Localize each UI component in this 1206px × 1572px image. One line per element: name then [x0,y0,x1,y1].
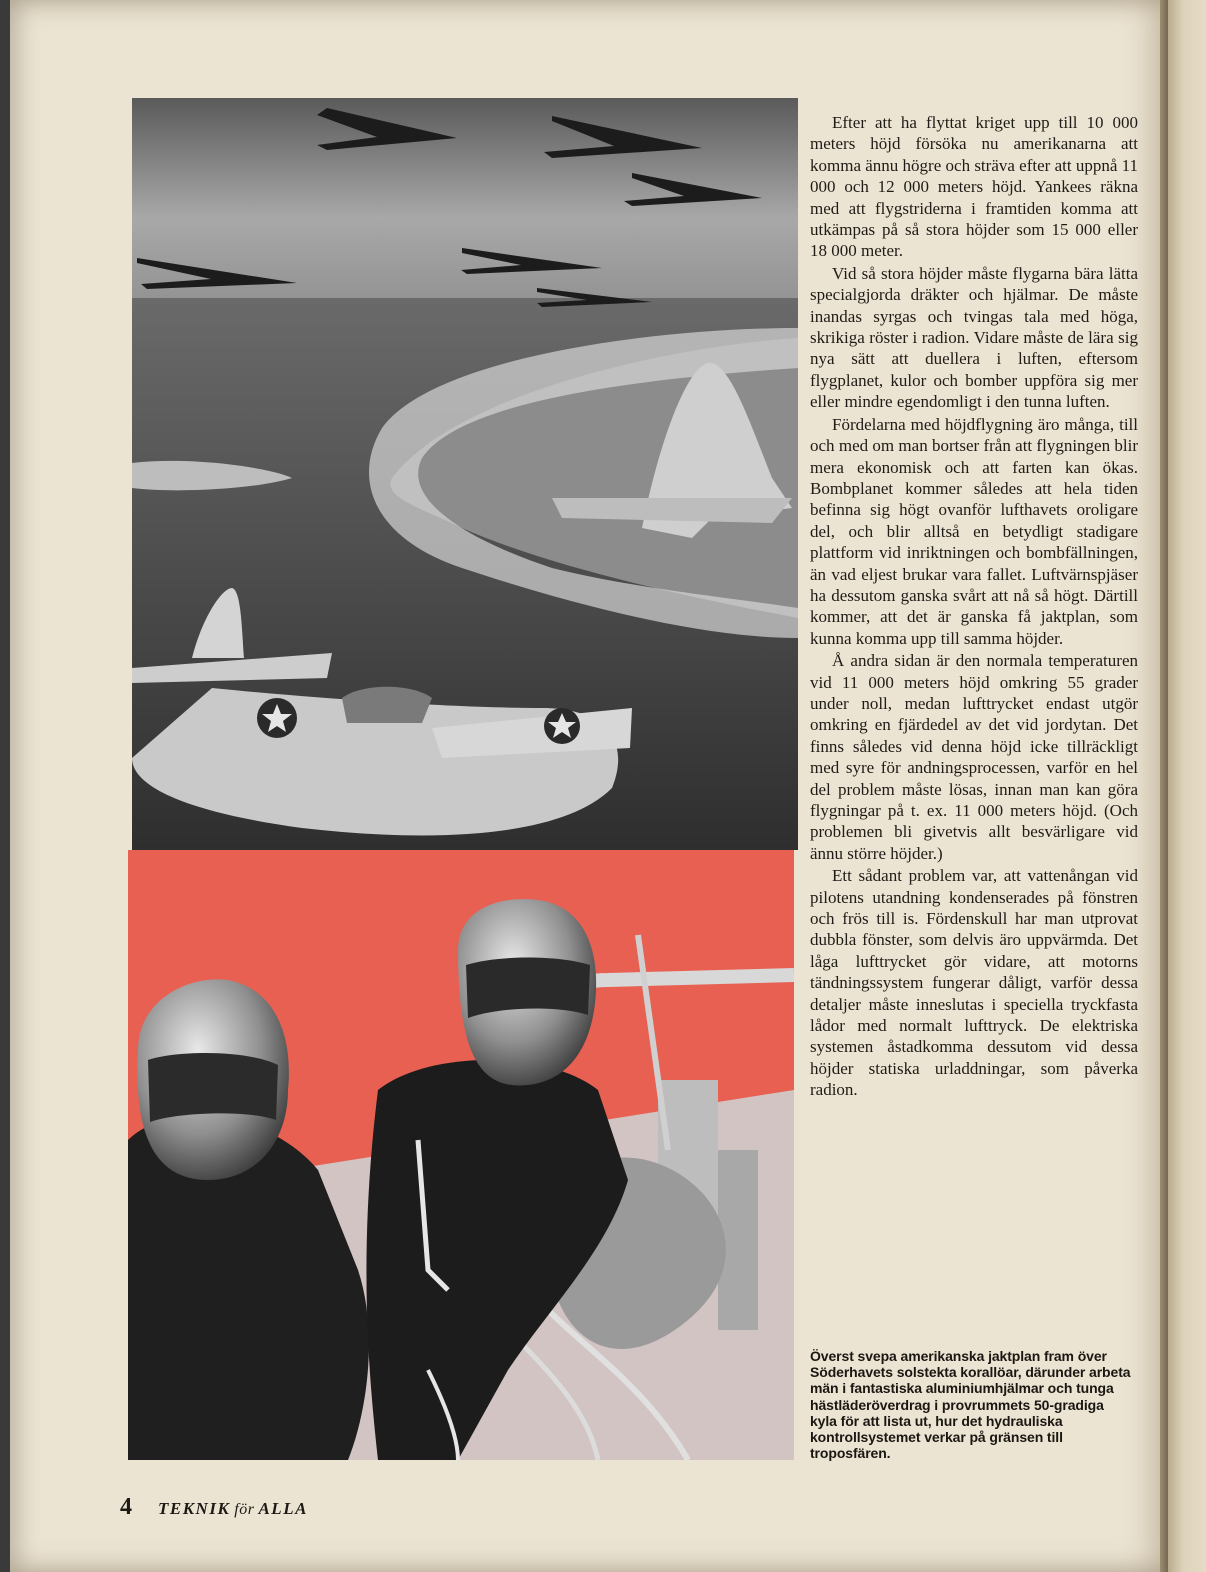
photo-caption: Överst svepa amerikanska jaktplan fram över Söderhavets solstekta korallöar, därunder arbeta män i fantastiska aluminiumhjälmar och tunga hästläderöverdrag i provrummets 50-gradiga kyla för att lista ut, hur det hydrauliska kontrollsystemet verkar på gränsen till troposfären. [810,1348,1131,1462]
paragraph-2: Vid så stora höjder måste flygarna bära lätta specialgjorda dräkter och hjälmar. De måste inandas syrgas och tvingas tala med höga, skrikiga röster i radion. Vidare måste de lära sig nya sätt att duellera i luften, eftersom flygplanet, kulor och bomber uppföra sig mer eller mindre egendomligt i den tunna luften. [810,263,1138,412]
magazine-name-part3: ALLA [258,1499,308,1518]
magazine-page [10,0,1170,1572]
paragraph-1: Efter att ha flyttat kriget upp till 10 000 meters höjd försöka nu amerikanarna att komma ännu högre och sträva efter att uppnå 11 000 och 12 000 meters höjd. Yankees räkna med att flygstriderna i framtiden komma att utkämpas på så stora höjder som 15 000 eller 18 000 meter. [810,113,1138,261]
helmets-illustration [128,850,794,1460]
article-text [810,112,1138,1101]
next-page-edge [1168,0,1206,1572]
paragraph-3: Fördelarna med höjdflygning äro många, till och med om man bortser från att flygningen blir mera ekonomisk och att farten kan ökas. Bombplanet kommer således att hela tiden befinna sig högt ovanför lufthavets oroligare del, och blir alltså en betydligt stadigare plattform vid inriktningen och bombfällningen, än vad eljest brukar vara fallet. Luftvärnspjäser ha dessutom ganska svårt att nå så högt. Därtill kommer, att det är ganska få jaktplan, som kunna komma upp till samma höjder. [810,414,1138,648]
paragraph-4: Å andra sidan är den normala temperaturen vid 11 000 meters höjd omkring 55 grader under noll, medan lufttrycket endast utgör omkring en fjärdedel av det vid jordytan. Det finns således vid denna höjd icke tillräckligt med syre för andningsprocessen, varför en hel del problem måste lösas, innan man kan göra flygningar på t. ex. 11 000 meters höjd. (Och problemen bli givetvis allt besvärligare vid ännu större höjder.) [810,651,1138,863]
planes-illustration [132,98,798,850]
paragraph-5: Ett sådant problem var, att vattenångan vid pilotens utandning kondenserades på fönstren och frös till is. Fördenskull har man utprovat dubbla fönster, som delvis äro uppvärmda. Det låga lufttrycket gör vidare, att motorns tändningssystem fungerar dåligt, varför dessa detaljer måste inneslutas i speciella tryckfasta lådor med normalt lufttryck. De elektriska systemen åstadkomma dessutom vid dessa höjder statiska urladdningar, som påverka radion. [810,866,1138,1100]
photo-aluminium-helmets [128,850,794,1460]
magazine-name-part2: för [234,1501,255,1518]
magazine-name [158,1499,308,1518]
photo-planes-over-sea [132,98,798,850]
magazine-name-part1: TEKNIK [158,1499,231,1518]
page-number: 4 [120,1494,132,1520]
page-footer [120,1494,308,1521]
